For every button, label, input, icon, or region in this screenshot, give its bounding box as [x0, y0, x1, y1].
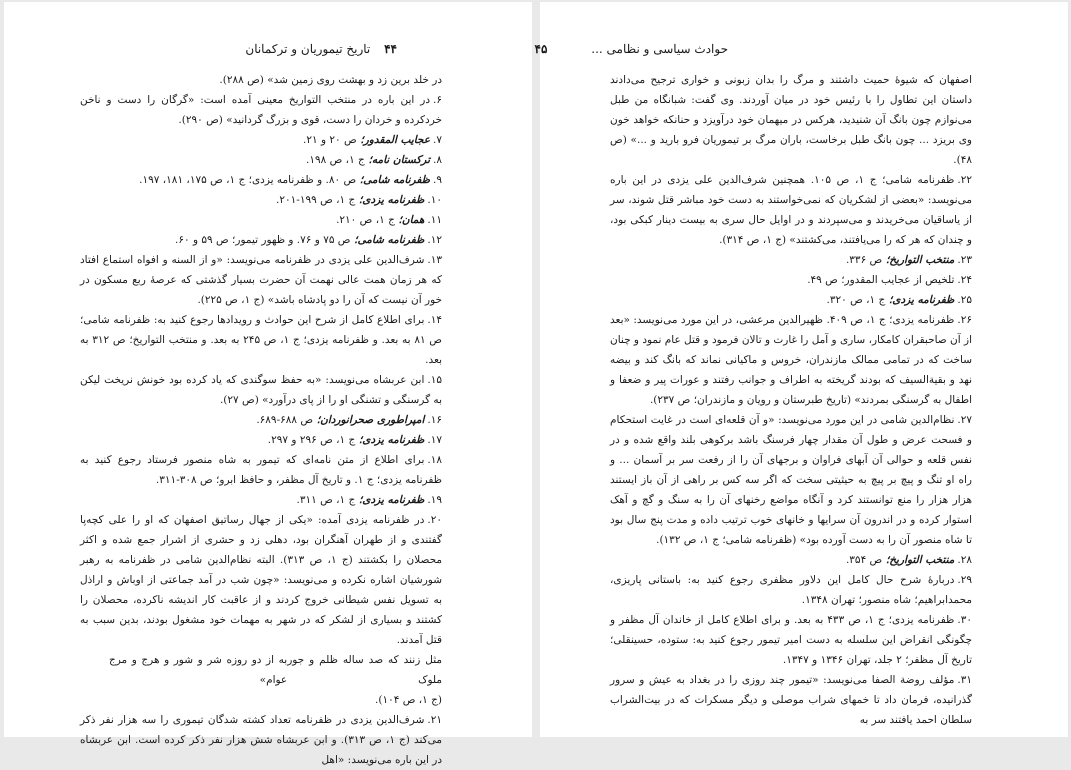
- footnote: [610, 250, 972, 270]
- footnote-text: ص ۲۰ و ۲۱.: [303, 134, 357, 146]
- footnote: [80, 230, 442, 250]
- footnote-source-title: ظفرنامه یزدی؛: [355, 494, 425, 506]
- footnote-text: ج ۱، ص ۳۲۰.: [826, 294, 886, 306]
- footnote-text: اصفهان که شیوهٔ حمیت داشتند و مرگ را بدان زبونی و خواری ترجیح می‌دادند داستان این تطاول را با رئیس خود در میان آوردند. وی گفت: شبانگاه من طبل می‌نوازم چون بانگ آن شنیدید، هرکس در میهمان خود درآویزد و حنانکه خواهد خون وی بریزد ... چون بانگ طبل برخاست، باران مرگ بر تیموریان فرو بارید و ...» (ص ۴۸).: [610, 74, 972, 166]
- footnote-number: ۳۱.: [957, 674, 972, 686]
- footnote: [80, 130, 442, 150]
- footnote-text: (ج ۱، ص ۱۰۴).: [375, 694, 442, 706]
- footnote-text: ظفرنامه شامی؛ ج ۱، ص ۱۰۵. همچنین شرف‌الدین علی یزدی در این باره می‌نویسد: «بعضی از لشکریان که نمی‌خواستند به دست خود مباشر قتل شوند، سر از یاساقیان می‌خریدند و می‌سپردند و در اوایل حال سری به بیست دینار کبکی بود، و چندان که هر که را می‌یافتند، می‌کشتند» (ج ۱، ص ۳۱۴).: [610, 174, 972, 246]
- poem-hemistich: مثل زنند که صد ساله ظلم و جور ملوک: [287, 654, 442, 686]
- right-page: [534, 2, 1068, 737]
- footnote: [610, 290, 972, 310]
- footnote-text: ص ۷۵ و ۷۶. و ظهور تیمور؛ ص ۵۹ و ۶۰.: [175, 234, 351, 246]
- left-page-body: [80, 70, 442, 770]
- footnote-text: ص ۶۸۸-۶۸۹.: [256, 414, 314, 426]
- footnote-number: ۹.: [433, 174, 442, 186]
- footnote-number: ۱۲.: [427, 234, 442, 246]
- footnote-number: ۳۰.: [957, 614, 972, 626]
- footnote-text: ص ۳۵۴.: [845, 554, 883, 566]
- footnote: [610, 570, 972, 610]
- footnote: [80, 210, 442, 230]
- footnote: [80, 450, 442, 490]
- footnote-text: برای اطلاع کامل از شرح این حوادث و رویدادها رجوع کنید به: ظفرنامه شامی؛ ص ۸۱ به بعد. و ظفرنامه یزدی؛ ج ۱، ص ۲۴۵ به بعد. و منتخب التواریخ؛ ص ۳۱۲ به بعد.: [80, 314, 443, 366]
- left-page-header: [245, 42, 397, 56]
- footnote: [80, 510, 442, 650]
- footnote-source-title: همان؛: [394, 214, 425, 226]
- left-running-title: تاریخ تیموریان و ترکمانان: [245, 42, 371, 56]
- footnote: [80, 250, 442, 310]
- right-page-header: [535, 42, 728, 56]
- footnote-text: تلخیص از عجایب المقدور؛ ص ۴۹.: [807, 274, 955, 286]
- footnote-number: ۱۷.: [427, 434, 442, 446]
- footnote-source-title: ترکستان نامه؛: [364, 154, 431, 166]
- footnote-text: در خلد برین زد و بهشت روی زمین شد» (ص ۲۸۸).: [219, 74, 442, 86]
- footnote: [610, 70, 972, 170]
- footnote-text: ظفرنامه یزدی؛ ج ۱، ص ۴۰۹. ظهیرالدین مرعشی، در این مورد می‌نویسد: «بعد از آن صاحبقران کامکار، ساری و آمل را غارت و تالان فرمود و قتل عام نمود و چنان ساخت که در تمامی ممالک مازندران، خروس و ماکیانی نماند که بانگ کند و بیضه نهد و بقیة‌السیف که بودند گریخته به اطراف و جوانب رفتند و عورات پیر و ضعفا و اطفال به گرسنگی بمردند» (تاریخ طبرستان و رویان و مازندران؛ ص ۲۳۷).: [610, 314, 972, 406]
- footnote: [80, 310, 442, 370]
- footnote: [80, 170, 442, 190]
- footnote-number: ۲۹.: [957, 574, 972, 586]
- footnote-number: ۲۲.: [957, 174, 973, 186]
- footnote-number: ۲۶.: [957, 314, 973, 326]
- footnote: [610, 270, 972, 290]
- footnote-source-title: منتخب التواریخ؛: [882, 254, 955, 266]
- footnote-source-title: امپراطوری صحرانوردان؛: [313, 414, 425, 426]
- footnote-number: ۱۹.: [427, 494, 442, 506]
- footnote-number: ۱۶.: [427, 414, 442, 426]
- footnote: [80, 690, 442, 710]
- footnote-source-title: ظفرنامه یزدی؛: [885, 294, 955, 306]
- footnote-number: ۲۵.: [957, 294, 972, 306]
- footnote-number: ۲۴.: [957, 274, 972, 286]
- footnote-text: ص ۳۳۶.: [845, 254, 883, 266]
- left-page-number: ۴۴: [384, 42, 397, 56]
- right-running-title: حوادث سیاسی و نظامی ...: [591, 42, 728, 56]
- footnote-number: ۱۱.: [427, 214, 442, 226]
- footnote-number: ۲۰.: [427, 514, 442, 526]
- footnote: [80, 70, 442, 90]
- footnote-text: نظام‌الدین شامی در این مورد می‌نویسد: «و آن قلعه‌ای است در غایت استحکام و فسحت عرض و طول آن مقدار چهار فرسنگ باشد برکوهی بلند واقع شده و در نفس قلعه و حوالی آن آبهای فراوان و برجهای آن را از رفعت سر بر آسمان ... و راه او تنگ و پیچ بر پیچ به حیثیتی سخت که اگر سه کس بر راهی از آن باز ایستند هزار هزار را منع توانستند کرد و آنگاه مواضع رخنهای آن را به سنگ و گچ و آهک استوار کرده و در اندرون آن سرایها و خانهای خوب ترتیب داده و مدت پنج سال بود تا شاه منصور آن را به دست آورده بود» (ظفرنامه شامی؛ ج ۱، ص ۱۳۲).: [610, 414, 972, 546]
- footnote: [610, 410, 972, 550]
- footnote: [80, 190, 442, 210]
- footnote-number: ۱۵.: [427, 374, 442, 386]
- footnote: [610, 610, 972, 670]
- footnote-number: ۱۴.: [427, 314, 442, 326]
- footnote: [610, 170, 972, 250]
- footnote-text: در این باره در منتخب التواریخ معینی آمده است: «گرگان را دست و ناخن خردکرده و خردان را دست، قوی و بزرگ گردانید» (ص ۲۹۰).: [80, 94, 442, 126]
- footnote-text: ابن عربشاه می‌نویسد: «به حفظ سوگندی که یاد کرده بود خونش نریخت لیکن به گرسنگی و تشنگی او را از پای درآورد» (ص ۲۷).: [80, 374, 442, 406]
- footnote-number: ۶.: [433, 94, 442, 106]
- footnote-text: شرف‌الدین علی یزدی در ظفرنامه می‌نویسد: «و از السنه و افواه استماع افتاد که هر زمان همت عالی نهمت آن حضرت بسیار گذشتی که عرصهٔ ربع مسکون در خور آن نیست که آن را دو پادشاه باشد» (ج ۱، ص ۲۲۵).: [80, 254, 442, 306]
- footnote-number: ۲۸.: [957, 554, 972, 566]
- footnote-number: ۱۰.: [427, 194, 442, 206]
- footnote-text: دربارهٔ شرح حال کامل این دلاور مظفری رجوع کنید به: باستانی پاریزی، محمدابراهیم؛ شاه منصور؛ تهران ۱۳۴۸.: [610, 574, 972, 606]
- footnote: [80, 370, 442, 410]
- footnote-text: مؤلف روضة الصفا می‌نویسد: «تیمور چند روزی را در بغداد به عیش و سرور گذرانیده، فرمان داد تا خمهای شراب موصلی و دیگر مسکرات که در بیت‌الشراب سلطان احمد یافتند سر به: [610, 674, 972, 726]
- footnote-text: ج ۱، ص ۲۱۰.: [336, 214, 395, 226]
- footnote-source-title: عجایب المقدور؛: [356, 134, 431, 146]
- footnote-number: ۸.: [433, 154, 442, 166]
- footnote-text: ظفرنامه یزدی؛ ج ۱، ص ۴۳۳ به بعد. و برای اطلاع کامل از خاندان آل مظفر و چگونگی انقراض این سلسله به دست امیر تیمور رجوع کنید به: ستوده، حسینقلی؛ تاریخ آل مظفر؛ ۲ جلد، تهران ۱۳۴۶ و ۱۳۴۷.: [610, 614, 972, 666]
- footnote: [80, 150, 442, 170]
- right-page-number: ۴۵: [534, 42, 548, 56]
- footnote-source-title: منتخب التواریخ؛: [882, 554, 955, 566]
- footnote: [610, 550, 972, 570]
- footnote-number: ۲۷.: [957, 414, 972, 426]
- footnote: [80, 410, 442, 430]
- footnote: [610, 310, 972, 410]
- footnote-text: برای اطلاع از متن نامه‌ای که تیمور به شاه منصور فرستاد رجوع کنید به ظفرنامه یزدی؛ ج ۱. و تاریخ آل مظفر، و حافظ ابرو؛ ص ۳۰۸-۳۱۱.: [80, 454, 442, 486]
- left-page: [4, 2, 532, 766]
- right-page-body: [610, 70, 972, 730]
- footnote-text: در ظفرنامه یزدی آمده: «یکی از جهال رساتیق اصفهان که او را علی کچه‌پا گفتندی و از طهران آهنگران بود، دهلی زد و حشری از اشرار جمع شده و اکثر محصلان را بکشتند (ج ۱، ص ۳۱۳). البته نظام‌الدین شامی در ظفرنامه به رهبر شورشیان اشاره نکرده و می‌نویسد: «چون شب در آمد جماعتی از اوباش و اراذل به تسویل نفس شیطانی خروج کردند و از عاقبت کار اندیشه ناکرده، محصلان را کشتند و بسیاری از لشکر که در شهر به مهمات خود مشغول بودند، بدین سبب به قتل آمدند.: [80, 514, 442, 646]
- footnote-text: شرف‌الدین یزدی در ظفرنامه تعداد کشته شدگان تیموری را سه هزار نفر ذکر می‌کند (ج ۱، ص ۳۱۳). و ابن عربشاه شش هزار نفر ذکر کرده است. ابن عربشاه در این باره می‌نویسد: «اهل: [80, 714, 443, 766]
- footnote-text: ج ۱، ص ۳۱۱.: [296, 494, 356, 506]
- footnote-number: ۱۸.: [427, 454, 442, 466]
- footnote-source-title: ظفرنامه شامی؛: [356, 174, 431, 186]
- footnote: [80, 710, 442, 770]
- footnote-number: ۲۳.: [957, 254, 972, 266]
- footnote: [80, 490, 442, 510]
- poem-verse: [109, 650, 442, 690]
- footnote: [610, 670, 972, 730]
- footnote-text: ص ۸۰. و ظفرنامه یزدی؛ ج ۱، ص ۱۷۵، ۱۸۱، ۱۹۷.: [139, 174, 357, 186]
- footnote: [80, 650, 442, 690]
- footnote: [80, 430, 442, 450]
- footnote-number: ۷.: [433, 134, 442, 146]
- footnote: [80, 90, 442, 130]
- footnote-number: ۲۱.: [427, 714, 442, 726]
- poem-hemistich: به از دو روزه شر و شور و هرج و مرج عوام»: [108, 654, 288, 686]
- footnote-source-title: ظفرنامه شامی؛: [350, 234, 425, 246]
- footnote-source-title: ظفرنامه یزدی؛: [355, 194, 425, 206]
- footnote-text: ج ۱، ص ۱۹۹-۲۰۱.: [275, 194, 356, 206]
- footnote-text: ج ۱، ص ۱۹۸.: [306, 154, 365, 166]
- footnote-number: ۱۳.: [427, 254, 442, 266]
- footnote-source-title: ظفرنامه یزدی؛: [355, 434, 425, 446]
- footnote-text: ج ۱، ص ۲۹۶ و ۲۹۷.: [267, 434, 356, 446]
